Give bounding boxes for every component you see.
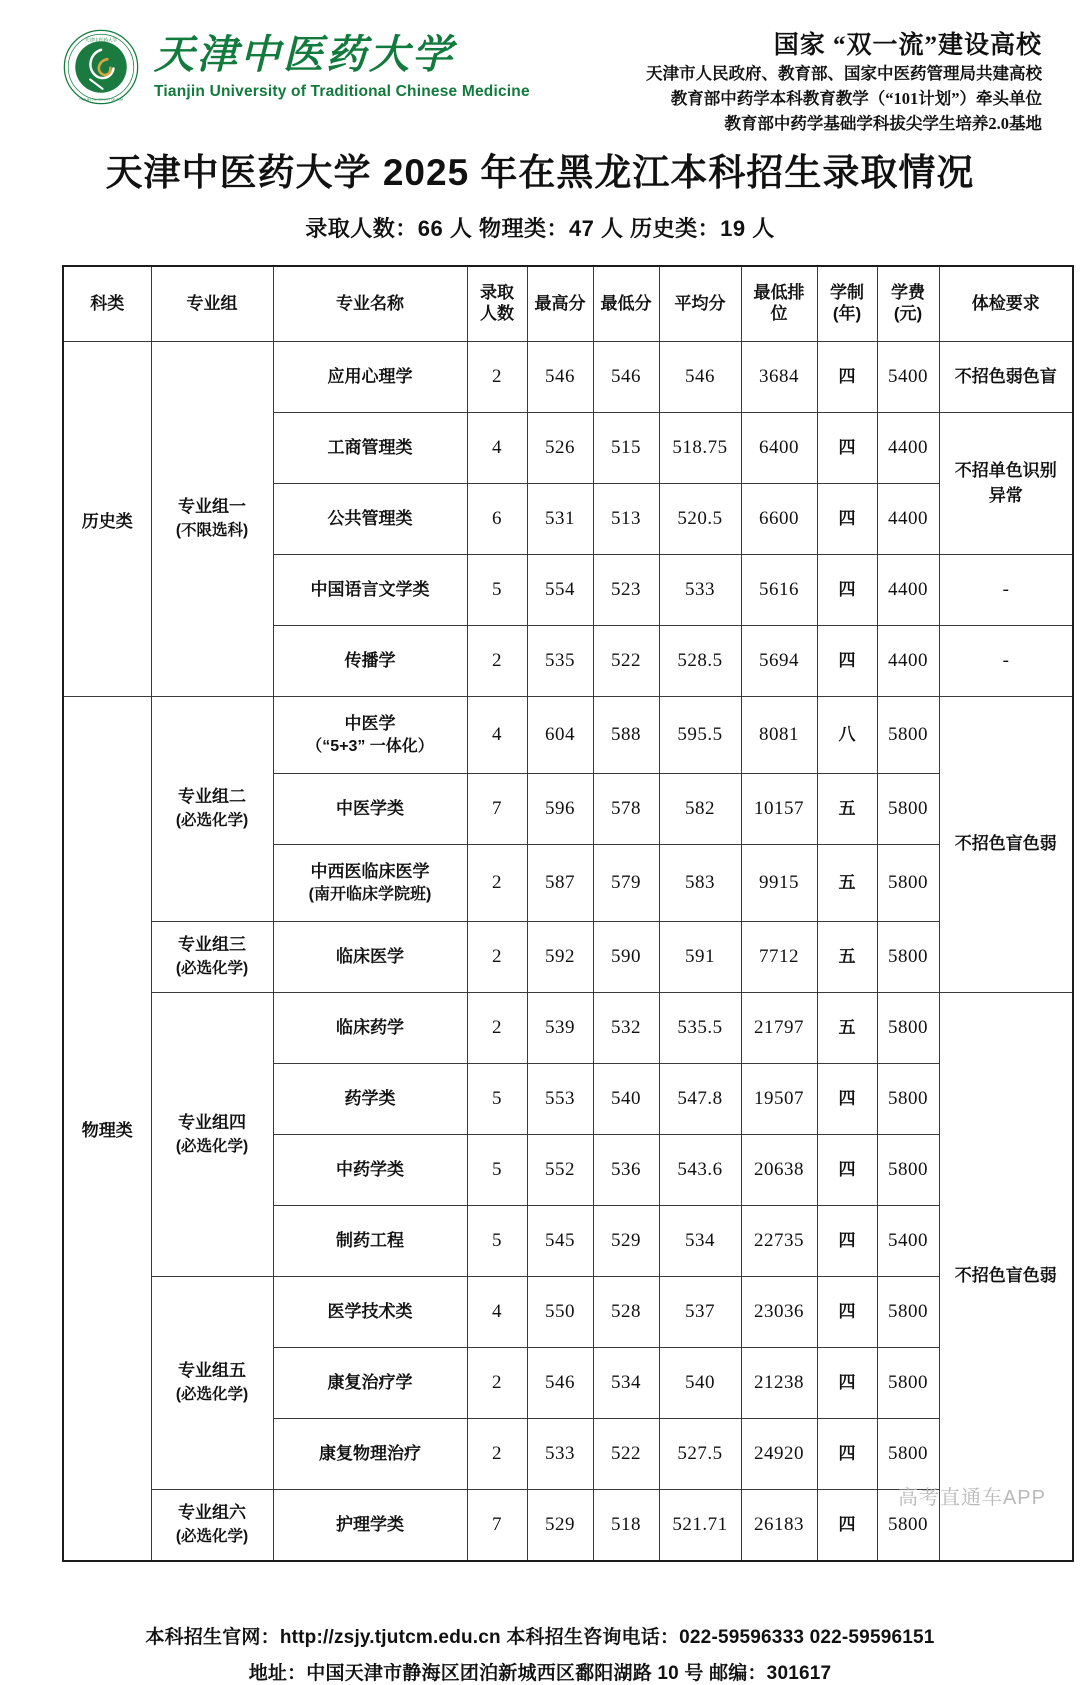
cell-years: 四 (817, 413, 877, 484)
cell-high-score: 546 (527, 1348, 593, 1419)
admission-table-container (0, 243, 1080, 1562)
university-seal-icon (62, 28, 140, 106)
cell-high-score: 550 (527, 1277, 593, 1348)
cell-lowest-rank: 21797 (741, 993, 817, 1064)
cell-years: 四 (817, 1490, 877, 1562)
cell-lowest-rank: 6600 (741, 484, 817, 555)
col-header-category: 科类 (63, 266, 151, 342)
medical-line1: 不招单色识别 (954, 460, 1057, 480)
cell-tuition: 5800 (877, 774, 939, 845)
masthead-credentials (646, 28, 1042, 136)
cell-medical-requirement: - (939, 555, 1073, 626)
masthead-headline: 国家 “双一流”建设高校 (773, 32, 1042, 59)
cell-count: 7 (467, 774, 527, 845)
group-5-line1: 专业组五 (178, 1361, 246, 1381)
cell-avg-score: 546 (659, 342, 741, 413)
cell-years: 四 (817, 1135, 877, 1206)
cell-tuition: 5800 (877, 697, 939, 774)
cell-low-score: 518 (593, 1490, 659, 1562)
cell-high-score: 529 (527, 1490, 593, 1562)
col-header-years (817, 266, 877, 342)
cell-low-score: 529 (593, 1206, 659, 1277)
cell-tuition: 4400 (877, 626, 939, 697)
cell-major-name (273, 845, 467, 922)
cell-medical-requirement: 不招色盲色弱 (939, 993, 1073, 1562)
cell-count: 7 (467, 1490, 527, 1562)
cell-tuition: 5800 (877, 1419, 939, 1490)
cell-years: 五 (817, 774, 877, 845)
table-row (63, 922, 1073, 993)
cell-lowest-rank: 22735 (741, 1206, 817, 1277)
cell-avg-score: 583 (659, 845, 741, 922)
cell-group-6 (151, 1490, 273, 1562)
cell-high-score: 546 (527, 342, 593, 413)
col-header-years-line2: (年) (832, 304, 862, 323)
table-header-row (63, 266, 1073, 342)
col-header-tuition-line1: 学费 (891, 283, 925, 303)
cell-high-score: 604 (527, 697, 593, 774)
group-4-line2: (必选化学) (175, 1137, 249, 1155)
cell-lowest-rank: 21238 (741, 1348, 817, 1419)
col-header-major: 专业名称 (273, 266, 467, 342)
cell-avg-score: 535.5 (659, 993, 741, 1064)
cell-count: 5 (467, 1064, 527, 1135)
group-1-line1: 专业组一 (178, 497, 246, 517)
cell-avg-score: 521.71 (659, 1490, 741, 1562)
cell-high-score: 552 (527, 1135, 593, 1206)
cell-years: 四 (817, 555, 877, 626)
cell-avg-score: 543.6 (659, 1135, 741, 1206)
page-title: 天津中医药大学 2025 年在黑龙江本科招生录取情况 (105, 152, 975, 193)
cell-years: 五 (817, 845, 877, 922)
cell-years: 四 (817, 1348, 877, 1419)
footer (0, 1622, 1080, 1685)
cell-count: 2 (467, 845, 527, 922)
table-row (63, 993, 1073, 1064)
cell-lowest-rank: 26183 (741, 1490, 817, 1562)
cell-tuition: 5800 (877, 1348, 939, 1419)
cell-count: 5 (467, 1206, 527, 1277)
cell-low-score: 588 (593, 697, 659, 774)
cell-tuition: 4400 (877, 555, 939, 626)
cell-count: 2 (467, 1419, 527, 1490)
cell-low-score: 513 (593, 484, 659, 555)
col-header-medical: 体检要求 (939, 266, 1073, 342)
cell-medical-requirement: - (939, 626, 1073, 697)
cell-count: 4 (467, 1277, 527, 1348)
masthead (0, 0, 1080, 134)
cell-major-name: 临床药学 (273, 993, 467, 1064)
cell-avg-score: 595.5 (659, 697, 741, 774)
cell-avg-score: 533 (659, 555, 741, 626)
cell-medical-requirement: 不招色弱色盲 (939, 342, 1073, 413)
col-header-group: 专业组 (151, 266, 273, 342)
cell-major-name: 护理学类 (273, 1490, 467, 1562)
cell-tuition: 5800 (877, 1064, 939, 1135)
cell-major-name: 康复治疗学 (273, 1348, 467, 1419)
cell-low-score: 522 (593, 626, 659, 697)
cell-high-score: 553 (527, 1064, 593, 1135)
cell-medical-requirement: 不招色盲色弱 (939, 697, 1073, 993)
university-brand (62, 28, 530, 106)
cell-lowest-rank: 19507 (741, 1064, 817, 1135)
cell-avg-score: 528.5 (659, 626, 741, 697)
cell-years: 四 (817, 484, 877, 555)
cell-years: 四 (817, 1206, 877, 1277)
cell-years: 五 (817, 922, 877, 993)
col-header-tuition-line2: (元) (893, 304, 923, 323)
col-header-count-line2: 人数 (480, 304, 514, 323)
svg-text:TIANJIN UNIVERSITY OF TCM: TIANJIN UNIVERSITY OF TCM (79, 97, 123, 102)
col-header-count-line1: 录取 (480, 283, 514, 303)
medical-line2: 异常 (988, 485, 1023, 505)
cell-major-name: 中医学类 (273, 774, 467, 845)
cell-medical-requirement (939, 413, 1073, 555)
cell-years: 四 (817, 626, 877, 697)
cell-lowest-rank: 10157 (741, 774, 817, 845)
cell-major-name: 公共管理类 (273, 484, 467, 555)
cell-major-name: 工商管理类 (273, 413, 467, 484)
cell-major-name: 临床医学 (273, 922, 467, 993)
cell-years: 五 (817, 993, 877, 1064)
cell-tuition: 5400 (877, 342, 939, 413)
cell-major-name: 中国语言文学类 (273, 555, 467, 626)
table-row (63, 1277, 1073, 1348)
cell-avg-score: 520.5 (659, 484, 741, 555)
cell-tuition: 5800 (877, 1277, 939, 1348)
cell-major-name: 药学类 (273, 1064, 467, 1135)
cell-tuition: 4400 (877, 484, 939, 555)
table-row (63, 697, 1073, 774)
cell-tuition: 5800 (877, 1490, 939, 1562)
masthead-line-1: 天津市人民政府、教育部、国家中医药管理局共建高校 (646, 64, 1042, 84)
major-name-line2: （“5+3” 一体化） (306, 737, 434, 755)
cell-low-score: 536 (593, 1135, 659, 1206)
cell-low-score: 579 (593, 845, 659, 922)
cell-years: 四 (817, 342, 877, 413)
cell-count: 2 (467, 993, 527, 1064)
cell-low-score: 534 (593, 1348, 659, 1419)
group-1-line2: (不限选科) (175, 522, 249, 540)
cell-high-score: 535 (527, 626, 593, 697)
group-4-line1: 专业组四 (178, 1112, 246, 1132)
admission-table (62, 265, 1074, 1562)
major-name-line2: (南开临床学院班) (308, 885, 432, 903)
col-header-rank-line1: 最低排 (753, 283, 805, 303)
group-2-line2: (必选化学) (175, 812, 249, 830)
cell-major-name: 应用心理学 (273, 342, 467, 413)
cell-lowest-rank: 24920 (741, 1419, 817, 1490)
cell-count: 2 (467, 626, 527, 697)
cell-avg-score: 547.8 (659, 1064, 741, 1135)
group-6-line1: 专业组六 (178, 1503, 246, 1523)
col-header-rank-line2: 位 (770, 304, 788, 323)
cell-low-score: 532 (593, 993, 659, 1064)
cell-major-name: 康复物理治疗 (273, 1419, 467, 1490)
cell-avg-score: 518.75 (659, 413, 741, 484)
cell-years: 四 (817, 1277, 877, 1348)
cell-low-score: 578 (593, 774, 659, 845)
cell-high-score: 545 (527, 1206, 593, 1277)
cell-tuition: 5800 (877, 993, 939, 1064)
cell-group-2 (151, 697, 273, 922)
cell-years: 四 (817, 1419, 877, 1490)
cell-category-physics: 物理类 (63, 697, 151, 1562)
group-3-line2: (必选化学) (175, 960, 249, 978)
cell-high-score: 531 (527, 484, 593, 555)
cell-lowest-rank: 6400 (741, 413, 817, 484)
cell-tuition: 5800 (877, 1135, 939, 1206)
cell-lowest-rank: 7712 (741, 922, 817, 993)
group-2-line1: 专业组二 (178, 787, 246, 807)
cell-lowest-rank: 23036 (741, 1277, 817, 1348)
cell-count: 4 (467, 413, 527, 484)
cell-avg-score: 527.5 (659, 1419, 741, 1490)
cell-low-score: 540 (593, 1064, 659, 1135)
masthead-line-2: 教育部中药学本科教育教学（“101计划”）牵头单位 (670, 89, 1042, 109)
cell-high-score: 526 (527, 413, 593, 484)
cell-low-score: 523 (593, 555, 659, 626)
major-name-line1: 中西医临床医学 (310, 861, 430, 881)
cell-lowest-rank: 3684 (741, 342, 817, 413)
cell-high-score: 596 (527, 774, 593, 845)
cell-avg-score: 591 (659, 922, 741, 993)
cell-high-score: 592 (527, 922, 593, 993)
cell-major-name (273, 697, 467, 774)
col-header-count (467, 266, 527, 342)
cell-group-4 (151, 993, 273, 1277)
cell-avg-score: 540 (659, 1348, 741, 1419)
cell-count: 2 (467, 922, 527, 993)
watermark: 高考直通车APP (897, 1487, 1046, 1509)
cell-high-score: 533 (527, 1419, 593, 1490)
cell-count: 2 (467, 1348, 527, 1419)
group-5-line2: (必选化学) (175, 1386, 249, 1404)
cell-high-score: 539 (527, 993, 593, 1064)
group-3-line1: 专业组三 (178, 935, 246, 955)
cell-high-score: 587 (527, 845, 593, 922)
cell-tuition: 4400 (877, 413, 939, 484)
cell-lowest-rank: 9915 (741, 845, 817, 922)
col-header-low-score: 最低分 (593, 266, 659, 342)
cell-tuition: 5800 (877, 922, 939, 993)
cell-years: 四 (817, 1064, 877, 1135)
cell-high-score: 554 (527, 555, 593, 626)
major-name-line1: 中医学 (344, 713, 396, 733)
cell-low-score: 528 (593, 1277, 659, 1348)
cell-lowest-rank: 5616 (741, 555, 817, 626)
col-header-tuition (877, 266, 939, 342)
cell-group-5 (151, 1277, 273, 1490)
col-header-high-score: 最高分 (527, 266, 593, 342)
cell-years: 八 (817, 697, 877, 774)
svg-text:天津中医药大学: 天津中医药大学 (84, 37, 118, 43)
cell-count: 2 (467, 342, 527, 413)
university-name-cn: 天津中医药大学 (154, 31, 455, 77)
col-header-years-line1: 学制 (830, 283, 864, 303)
footer-website-and-phone: 本科招生官网：http://zsjy.tjutcm.edu.cn 本科招生咨询电话：022-59596333 022-59596151 (145, 1627, 935, 1648)
university-name-en: Tianjin University of Traditional Chinese Medicine (154, 82, 530, 100)
masthead-line-3: 教育部中药学基础学科拔尖学生培养2.0基地 (724, 114, 1042, 134)
cell-lowest-rank: 5694 (741, 626, 817, 697)
cell-count: 5 (467, 1135, 527, 1206)
cell-count: 4 (467, 697, 527, 774)
cell-major-name: 中药学类 (273, 1135, 467, 1206)
cell-major-name: 医学技术类 (273, 1277, 467, 1348)
cell-low-score: 590 (593, 922, 659, 993)
cell-major-name: 传播学 (273, 626, 467, 697)
page-subtitle: 录取人数：66 人 物理类：47 人 历史类：19 人 (305, 216, 775, 241)
cell-low-score: 546 (593, 342, 659, 413)
cell-low-score: 522 (593, 1419, 659, 1490)
col-header-lowest-rank (741, 266, 817, 342)
cell-avg-score: 534 (659, 1206, 741, 1277)
cell-lowest-rank: 8081 (741, 697, 817, 774)
cell-avg-score: 582 (659, 774, 741, 845)
cell-lowest-rank: 20638 (741, 1135, 817, 1206)
cell-count: 5 (467, 555, 527, 626)
cell-category-history: 历史类 (63, 342, 151, 697)
cell-major-name: 制药工程 (273, 1206, 467, 1277)
cell-group-1 (151, 342, 273, 697)
cell-tuition: 5800 (877, 845, 939, 922)
cell-low-score: 515 (593, 413, 659, 484)
cell-count: 6 (467, 484, 527, 555)
footer-address: 地址：中国天津市静海区团泊新城西区鄱阳湖路 10 号 邮编：301617 (248, 1663, 832, 1684)
group-6-line2: (必选化学) (175, 1528, 249, 1546)
cell-tuition: 5400 (877, 1206, 939, 1277)
col-header-avg-score: 平均分 (659, 266, 741, 342)
cell-avg-score: 537 (659, 1277, 741, 1348)
table-row (63, 342, 1073, 413)
cell-group-3 (151, 922, 273, 993)
